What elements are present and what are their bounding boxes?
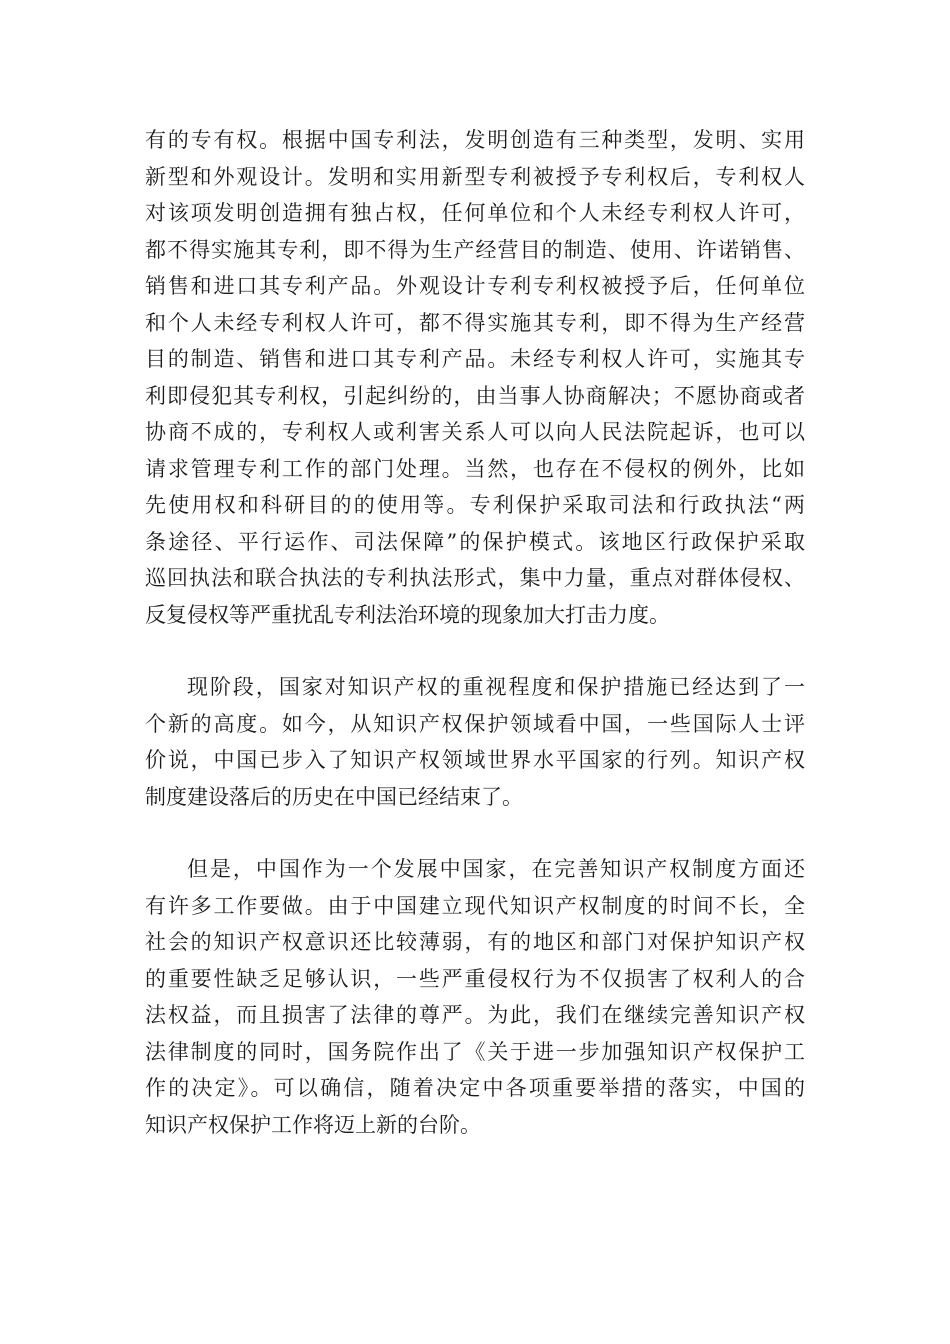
text-line: 社会的知识产权意识还比较薄弱，有的地区和部门对保护知识产权 <box>145 930 805 954</box>
text-line: 法律制度的同时，国务院作出了《关于进一步加强知识产权保护工 <box>145 1039 805 1064</box>
text-line: 价说，中国已步入了知识产权领域世界水平国家的行列。知识产权 <box>145 748 805 772</box>
text-line: 有许多工作要做。由于中国建立现代知识产权制度的时间不长，全 <box>145 893 805 918</box>
text-line: 个新的高度。如今，从知识产权保护领域看中国，一些国际人士评 <box>145 711 805 736</box>
text-line: 条途径、平行运作、司法保障”的保护模式。该地区行政保护采取 <box>145 529 805 554</box>
text-line: 制度建设落后的历史在中国已经结束了。 <box>145 784 523 809</box>
text-line: 的重要性缺乏足够认识，一些严重侵权行为不仅损害了权利人的合 <box>145 966 805 991</box>
text-line: 利即侵犯其专利权，引起纠纷的，由当事人协商解决；不愿协商或者 <box>145 383 805 408</box>
text-line: 巡回执法和联合执法的专利执法形式，集中力量，重点对群体侵权、 <box>145 566 805 590</box>
text-line: 新型和外观设计。发明和实用新型专利被授予专利权后，专利权人 <box>145 164 805 189</box>
text-line: 法权益，而且损害了法律的尊严。为此，我们在继续完善知识产权 <box>145 1003 805 1027</box>
text-line: 先使用权和科研目的的使用等。专利保护采取司法和行政执法“两 <box>145 493 805 517</box>
text-line: 但是，中国作为一个发展中国家，在完善知识产权制度方面还 <box>187 857 805 881</box>
text-line: 销售和进口其专利产品。外观设计专利专利权被授予后，任何单位 <box>145 274 805 298</box>
text-line: 知识产权保护工作将迈上新的台阶。 <box>145 1112 481 1137</box>
paragraph-patent-rights <box>145 122 805 633</box>
body-text <box>145 122 805 1143</box>
text-line: 现阶段，国家对知识产权的重视程度和保护措施已经达到了一 <box>187 675 805 699</box>
paragraph-spacer <box>145 815 805 851</box>
text-line: 和个人未经专利权人许可，都不得实施其专利，即不得为生产经营 <box>145 310 805 335</box>
text-line: 有的专有权。根据中国专利法，发明创造有三种类型，发明、实用 <box>145 128 805 152</box>
text-line: 请求管理专利工作的部门处理。当然，也存在不侵权的例外，比如 <box>145 456 805 481</box>
text-line: 作的决定》。可以确信，随着决定中各项重要举措的落实，中国的 <box>145 1076 805 1100</box>
text-line: 对该项发明创造拥有独占权，任何单位和个人未经专利权人许可， <box>145 201 805 225</box>
text-line: 都不得实施其专利，即不得为生产经营目的制造、使用、许诺销售、 <box>145 237 805 262</box>
paragraph-developing-country <box>145 851 805 1143</box>
paragraph-current-stage <box>145 669 805 815</box>
paragraph-spacer <box>145 633 805 669</box>
text-line: 协商不成的，专利权人或利害关系人可以向人民法院起诉，也可以 <box>145 420 805 444</box>
text-line: 目的制造、销售和进口其专利产品。未经专利权人许可，实施其专 <box>145 347 805 371</box>
text-line: 反复侵权等严重扰乱专利法治环境的现象加大打击力度。 <box>145 602 670 627</box>
